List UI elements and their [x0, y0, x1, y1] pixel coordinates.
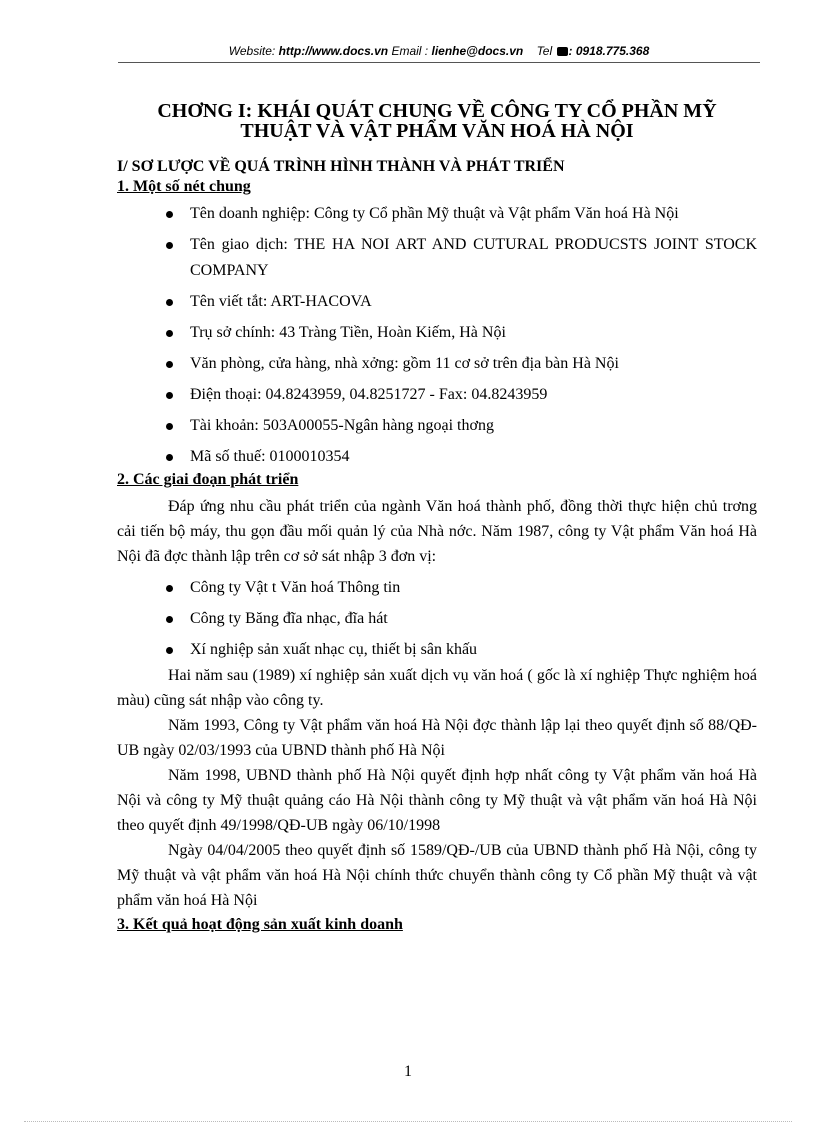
bullet-icon: [166, 616, 173, 623]
chapter-title-line1: CHƠNG I: KHÁI QUÁT CHUNG VỀ CÔNG TY CỔ PHẦN MỸ: [157, 100, 717, 122]
website-label: Website:: [228, 44, 276, 58]
phone-number: : 0918.775.368: [568, 44, 650, 58]
document-body: [117, 101, 757, 935]
website-link[interactable]: http://www.docs.vn: [278, 44, 389, 58]
sub1-heading: 1. Một số nét chung: [117, 178, 251, 195]
page-bottom-border: [24, 1121, 792, 1122]
bullet-icon: [166, 423, 173, 430]
email-link[interactable]: lienhe@docs.vn: [431, 44, 524, 58]
chapter-title-line2: THUẬT VÀ VẬT PHẨM VĂN HOÁ HÀ NỘI: [240, 120, 634, 142]
list-item: Công ty Vật t Văn hoá Thông tin: [117, 575, 757, 601]
bullet-icon: [166, 585, 173, 592]
list-item: Xí nghiệp sản xuất nhạc cụ, thiết bị sân khấu: [117, 637, 757, 663]
bullet-icon: [166, 242, 173, 249]
list-item: Văn phòng, cửa hàng, nhà xởng: gồm 11 cơ sở trên địa bàn Hà Nội: [117, 351, 757, 377]
bullet-icon: [166, 330, 173, 337]
history-paragraph: Năm 1993, Công ty Vật phẩm văn hoá Hà Nội đợc thành lập lại theo quyết định số 88/QĐ-UB ngày 02/03/1993 của UBND thành phố Hà Nội: [117, 717, 757, 759]
list-item: Trụ sở chính: 43 Tràng Tiền, Hoàn Kiếm, Hà Nội: [117, 320, 757, 346]
list-item: Tài khoản: 503A00055-Ngân hàng ngoại thơng: [117, 413, 757, 439]
merged-units-list: [117, 575, 757, 663]
page-number: 1: [404, 1063, 412, 1080]
bullet-icon: [166, 647, 173, 654]
bullet-icon: [166, 211, 173, 218]
email-label: Email :: [391, 44, 429, 58]
list-item: Điện thoại: 04.8243959, 04.8251727 - Fax: 04.8243959: [117, 382, 757, 408]
tel-label: Tel: [536, 44, 553, 58]
sub2-heading: 2. Các giai đoạn phát triển: [117, 471, 299, 488]
list-item: Tên doanh nghiệp: Công ty Cổ phần Mỹ thuật và Vật phẩm Văn hoá Hà Nội: [117, 201, 757, 227]
list-item: Tên viết tắt: ART-HACOVA: [117, 289, 757, 315]
list-item: Tên giao dịch: THE HA NOI ART AND CUTURAL PRODUCSTS JOINT STOCK COMPANY: [117, 232, 757, 284]
chapter-title: [117, 101, 757, 141]
list-item: Mã số thuế: 0100010354: [117, 444, 757, 470]
bullet-icon: [166, 361, 173, 368]
history-paragraph: Năm 1998, UBND thành phố Hà Nội quyết định hợp nhất công ty Vật phẩm văn hoá Hà Nội và công ty Mỹ thuật quảng cáo Hà Nội thành công ty Mỹ thuật và vật phẩm văn hoá Hà Nội theo quyết định 49/1998/QĐ-UB ngày 06/10/1998: [117, 767, 757, 834]
intro-paragraph: Đáp ứng nhu cầu phát triển của ngành Văn hoá thành phố, đồng thời thực hiện chủ trơng cải tiến bộ máy, thu gọn đầu mối quản lý của Nhà nớc. Năm 1987, công ty Vật phẩm Văn hoá Hà Nội đã đợc thành lập trên cơ sở sát nhập 3 đơn vị:: [117, 498, 757, 565]
page-header: [118, 44, 760, 58]
phone-icon: [557, 47, 568, 56]
bullet-icon: [166, 454, 173, 461]
bullet-icon: [166, 392, 173, 399]
section1-heading: I/ SƠ LƯỢC VỀ QUÁ TRÌNH HÌNH THÀNH VÀ PHÁT TRIỂN: [117, 158, 565, 175]
general-info-list: [117, 201, 757, 470]
history-paragraph: Hai năm sau (1989) xí nghiệp sản xuất dịch vụ văn hoá ( gốc là xí nghiệp Thực nghiệm hoá màu) cũng sát nhập vào công ty.: [117, 667, 757, 709]
bullet-icon: [166, 299, 173, 306]
list-item: Công ty Băng đĩa nhạc, đĩa hát: [117, 606, 757, 632]
sub3-heading: 3. Kết quả hoạt động sản xuất kinh doanh: [117, 916, 403, 933]
header-divider: [118, 62, 760, 63]
history-paragraph: Ngày 04/04/2005 theo quyết định số 1589/QĐ-/UB của UBND thành phố Hà Nội, công ty Mỹ thuật và vật phẩm văn hoá Hà Nội chính thức chuyển thành công ty Cổ phần Mỹ thuật và vật phẩm văn hoá Hà Nội: [117, 842, 757, 909]
